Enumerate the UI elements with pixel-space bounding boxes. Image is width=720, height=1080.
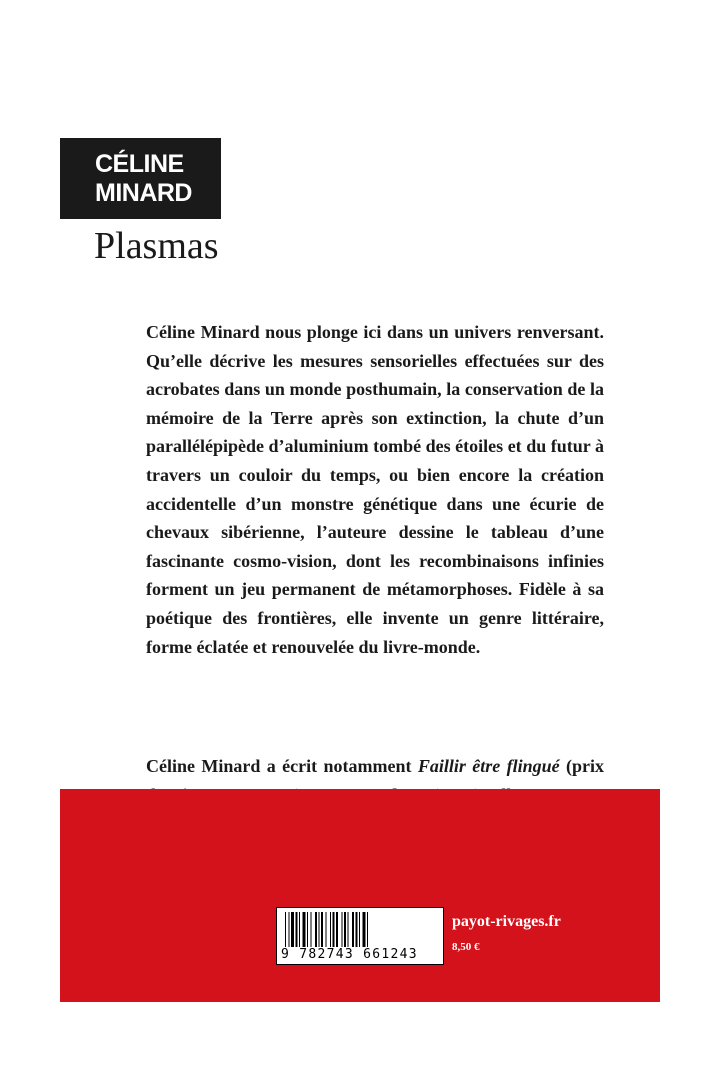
barcode-bars [285, 912, 435, 948]
book-title: Plasmas [94, 225, 219, 267]
barcode-bar [321, 912, 323, 948]
barcode-bar [330, 912, 331, 948]
publisher-website: payot-rivages.fr [452, 913, 561, 930]
barcode-bar [352, 912, 354, 948]
barcode-bar [303, 912, 306, 948]
back-cover-summary: Céline Minard nous plonge ici dans un univers renversant. Qu’elle décrive les mesures sensorielles effectuées sur des acrobates dans un monde posthumain, la conservation de la mémoire de la Terre après son extinction, la chute d’un parallélépipède d’aluminium tombé des étoiles et du futur à travers un couloir du temps, ou bien encore la création accidentelle d’un monstre génétique dans une écurie de chevaux sibérienne, l’auteure dessine le tableau d’une fascinante cosmo-vision, dont les recombinaisons infinies forment un jeu permanent de métamorphoses. Fidèle à sa poétique des frontières, elle invente un genre littéraire, forme éclatée et renouvelée du livre-monde. [146, 322, 604, 657]
barcode-bar [326, 912, 327, 948]
barcode-bar [307, 912, 308, 948]
barcode-bar [299, 912, 300, 948]
barcode-bar [315, 912, 317, 948]
barcode-bar [363, 912, 366, 948]
barcode-bar [356, 912, 358, 948]
barcode-bar [348, 912, 349, 948]
barcode-bar [333, 912, 335, 948]
barcode-bar [336, 912, 338, 948]
author-bio [146, 752, 604, 788]
bio-middle: (prix [565, 756, 604, 776]
barcode-bar [319, 912, 320, 948]
red-band [60, 789, 660, 1002]
price-label: 8,50 € [452, 941, 480, 953]
bio-prefix: Céline Minard a écrit notamment [146, 756, 418, 776]
author-first-name: CÉLINE [95, 149, 184, 178]
author-last-name: MINARD [95, 178, 192, 207]
barcode-bar [344, 912, 346, 948]
barcode-bar [296, 912, 298, 948]
barcode-bar [359, 912, 360, 948]
barcode-bar [289, 912, 290, 948]
isbn-barcode [276, 907, 444, 965]
barcode-bar [311, 912, 312, 948]
isbn-number: 9 782743 661243 [281, 947, 418, 962]
barcode-bar [291, 912, 294, 948]
bio-book-1: Faillir être flingué [417, 756, 560, 776]
barcode-bar [367, 912, 368, 948]
author-name-block [60, 138, 221, 219]
barcode-bar [285, 912, 286, 948]
barcode-bar [342, 912, 343, 948]
